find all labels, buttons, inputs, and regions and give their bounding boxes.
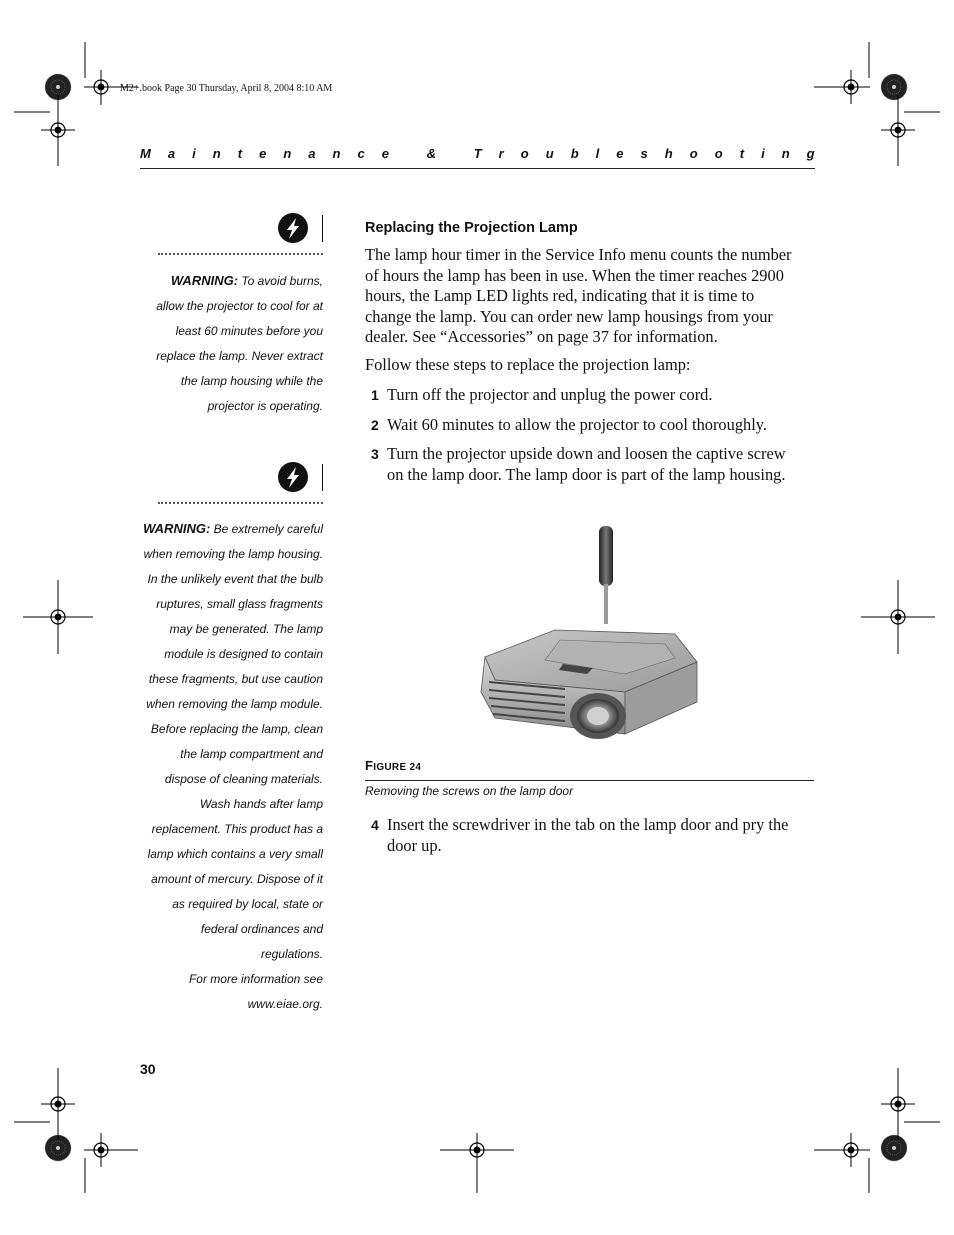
warning-line: when removing the lamp module. — [146, 697, 323, 711]
paragraph-line: The lamp hour timer in the Service Info menu counts the number — [365, 245, 792, 264]
step-text-line: Insert the screwdriver in the tab on the lamp door and pry the — [387, 815, 789, 834]
warning-line — [138, 268, 323, 294]
header-letter: g — [806, 146, 815, 161]
header-rule — [140, 168, 815, 169]
header-letter: t — [237, 146, 243, 161]
warning-line — [138, 516, 323, 542]
page-number: 30 — [140, 1061, 156, 1077]
warning-line: replace the lamp. Never extract — [156, 349, 323, 363]
screwdriver-shaft — [604, 584, 608, 624]
warning-line: module is designed to contain — [164, 647, 323, 661]
header-letter — [406, 146, 410, 161]
header-letter: n — [781, 146, 790, 161]
header-letter: e — [381, 146, 389, 161]
header-letter: s — [640, 146, 648, 161]
header-letter: h — [664, 146, 673, 161]
header-letter: r — [498, 146, 504, 161]
step-text-line: Wait 60 minutes to allow the projector to cool thoroughly. — [387, 415, 767, 434]
step-text-line: on the lamp door. The lamp door is part of the lamp housing. — [387, 464, 786, 484]
warning-line: Before replacing the lamp, clean — [150, 722, 323, 736]
dotted-divider — [158, 502, 323, 504]
figure-label-text: F — [365, 758, 374, 773]
warning-line: federal ordinances and regulations. — [200, 922, 323, 961]
warning-text: To avoid burns, — [238, 274, 323, 288]
step-text-line: door up. — [387, 835, 442, 855]
header-letter: e — [616, 146, 624, 161]
running-header — [140, 146, 815, 161]
header-letter: l — [595, 146, 600, 161]
figure-label — [365, 758, 421, 773]
warning-line: allow the projector to cool for at — [156, 299, 323, 313]
warning-line: dispose of cleaning materials. — [164, 772, 323, 786]
warning-line: In the unlikely event that the bulb — [147, 572, 323, 586]
figure-caption: Removing the screws on the lamp door — [365, 784, 574, 798]
warning-label: WARNING: — [143, 521, 211, 536]
warning-icon — [278, 462, 308, 492]
warning-line: projector is operating. — [207, 399, 323, 413]
header-letter: c — [357, 146, 365, 161]
warning-label: WARNING: — [170, 273, 239, 288]
header-letter: n — [332, 146, 341, 161]
header-letter: b — [570, 146, 579, 161]
warning-line: lamp which contains a very small — [147, 847, 323, 861]
warning-line: as required by local, state or — [172, 897, 323, 911]
header-letter — [453, 146, 457, 161]
warning-icon — [278, 213, 308, 243]
warning-bar — [322, 215, 323, 242]
warning-line: www.eiae.org. — [247, 997, 323, 1011]
warning-note-burns — [138, 268, 323, 419]
warning-line: may be generated. The lamp — [169, 622, 323, 636]
paragraph-line: of hours the lamp has been in use. When the timer reaches 2900 — [365, 265, 784, 285]
header-letter: a — [167, 146, 176, 161]
header-letter: u — [545, 146, 554, 161]
header-letter: & — [426, 146, 437, 161]
paragraph-line: hours, the Lamp LED lights red, indicating that it is time to — [365, 286, 755, 305]
screwdriver-handle — [599, 526, 613, 586]
header-letter: M — [140, 146, 151, 161]
step-text-line: Turn the projector upside down and loosen the captive screw — [387, 444, 786, 463]
header-letter: e — [259, 146, 267, 161]
section-heading: Replacing the Projection Lamp — [365, 220, 578, 236]
header-letter: n — [283, 146, 292, 161]
header-letter: o — [520, 146, 529, 161]
figure-label-text: IGURE 24 — [373, 762, 422, 773]
projector-illustration — [475, 522, 705, 744]
figure-rule — [365, 780, 814, 781]
warning-line: amount of mercury. Dispose of it — [151, 872, 323, 886]
warning-line: these fragments, but use caution — [148, 672, 323, 686]
warning-line: Wash hands after lamp — [199, 797, 323, 811]
print-slug: M2+.book Page 30 Thursday, April 8, 2004 8:10 AM — [120, 83, 333, 94]
paragraph-line: change the lamp. You can order new lamp housings from your — [365, 306, 773, 326]
warning-line: least 60 minutes before you — [175, 324, 323, 338]
warning-note-mercury — [138, 516, 323, 1017]
warning-line: the lamp compartment and — [180, 747, 323, 761]
header-letter: T — [473, 146, 482, 161]
header-letter: i — [761, 146, 765, 161]
dotted-divider — [158, 253, 323, 255]
warning-line: For more information see — [188, 972, 323, 986]
warning-bar — [322, 464, 323, 491]
header-letter: o — [714, 146, 723, 161]
header-letter: i — [192, 146, 196, 161]
warning-text: Be extremely careful — [210, 522, 323, 536]
header-letter: n — [212, 146, 221, 161]
header-letter: a — [308, 146, 316, 161]
intro-paragraph — [365, 245, 815, 348]
warning-line: when removing the lamp housing. — [143, 547, 323, 561]
paragraph-line: dealer. See “Accessories” on page 37 for information. — [365, 327, 718, 346]
warning-line: ruptures, small glass fragments — [156, 597, 323, 611]
header-letter: o — [689, 146, 698, 161]
header-letter: t — [739, 146, 745, 161]
step-text-line: Turn off the projector and unplug the power cord. — [387, 385, 713, 404]
warning-line: replacement. This product has a — [151, 822, 323, 836]
warning-line: the lamp housing while the — [180, 374, 323, 388]
steps-intro: Follow these steps to replace the projection lamp: — [365, 355, 691, 374]
